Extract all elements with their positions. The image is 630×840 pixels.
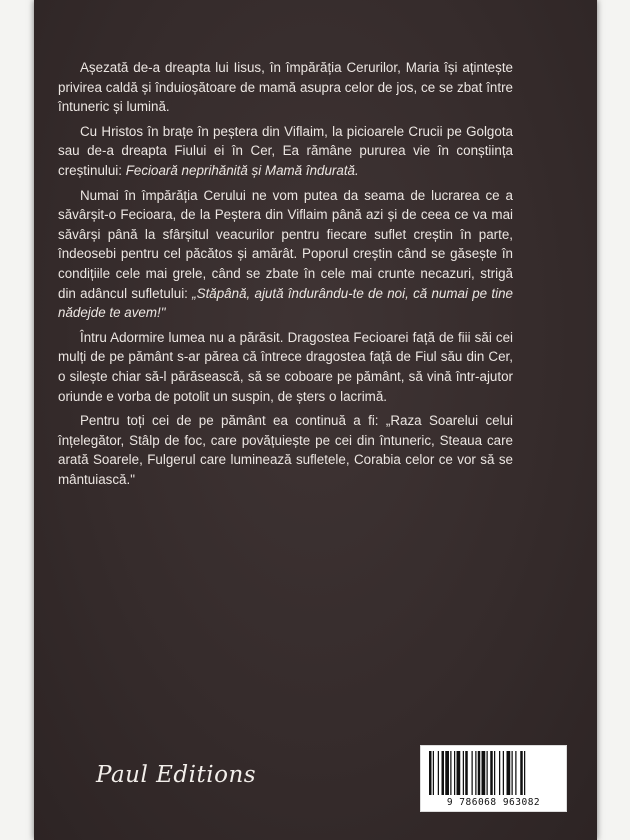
barcode-stripe xyxy=(515,751,516,795)
paragraph-4: Întru Adormire lumea nu a părăsit. Dragostea Fecioarei față de fiii săi cei mulți de pe pământ s-ar părea că întrece dragostea față de Fiul său din Cer, o silește chiar să-l părăsească, să se coboare pe pământ, să vină într-ajutor oriunde e vorba de potolit un suspin, de șters o lacrimă. xyxy=(58,329,513,404)
cover-text xyxy=(58,58,513,494)
barcode-stripe xyxy=(445,751,449,795)
barcode-stripe xyxy=(465,751,468,795)
barcode-stripe xyxy=(494,751,495,795)
barcode-stripe xyxy=(454,751,455,795)
barcode-stripe xyxy=(433,751,434,795)
barcode-stripe xyxy=(490,751,493,795)
publisher-logo: Paul Editions xyxy=(96,762,257,788)
barcode-stripe xyxy=(450,751,451,795)
barcode-stripe xyxy=(438,751,439,795)
barcode-stripe xyxy=(472,751,473,795)
barcode xyxy=(420,745,567,812)
barcode-stripe xyxy=(512,751,513,795)
barcode-stripe xyxy=(503,751,504,795)
paragraph-2: Cu Hristos în brațe în peștera din Viflaim, la picioarele Crucii pe Golgota sau de-a dreapta Fiului ei în Cer, Ea rămâne pururea vie în conștiința creștinului: Fecioară neprihănită și Mamă îndurată. xyxy=(58,123,513,178)
barcode-stripe xyxy=(487,751,488,795)
paragraph-3: Numai în împărăția Cerului ne vom putea da seama de lucrarea ce a săvârșit-o Fecioara, de la Peștera din Viflaim până azi și de ceea ce va mai săvârși până la sfârșitul veacurilor pentru fiecare suflet creștin în parte, îndeosebi pentru cel păcătos și amărât. Poporul creștin când se găsește în condițiile cele mai grele, când se zbate în cele mai crunte necazuri, strigă din adâncul sufletului: „Stăpână, ajută îndurându-te de noi, că numai pe tine nădejde te avem!" xyxy=(58,187,513,321)
barcode-stripe xyxy=(475,751,476,795)
barcode-stripe xyxy=(429,751,432,795)
barcode-stripe xyxy=(442,751,445,795)
barcode-stripe xyxy=(520,751,523,795)
barcode-stripe xyxy=(482,751,486,795)
barcode-number: 9 786068 963082 xyxy=(446,797,541,808)
barcode-stripe xyxy=(499,751,500,795)
barcode-stripe xyxy=(457,751,461,795)
italic-quote: „Stăpână, ajută îndurându-te de noi, că numai pe tine nădejde te avem!" xyxy=(58,285,513,321)
italic-phrase: Fecioară neprihănită și Mamă îndurată. xyxy=(125,162,359,178)
barcode-stripe xyxy=(463,751,464,795)
paragraph-1: Așezată de-a dreapta lui Iisus, în împărăția Cerurilor, Maria își ațintește privirea caldă și înduioșătoare de mamă asupra celor de jos, ce se zbat între întuneric și lumină. xyxy=(58,60,513,115)
barcode-stripe xyxy=(507,751,511,795)
barcode-bars xyxy=(427,751,560,795)
paragraph-5: Pentru toți cei de pe pământ ea continuă a fi: „Raza Soarelui celui înțelegător, Stâlp de foc, care povățuiește pe cei din întuneric, Steaua care arată Soarele, Fulgerul care luminează sufletele, Corabia celor ce vor să se mântuiască." xyxy=(58,413,513,487)
barcode-stripe xyxy=(524,751,525,795)
barcode-stripe xyxy=(478,751,481,795)
